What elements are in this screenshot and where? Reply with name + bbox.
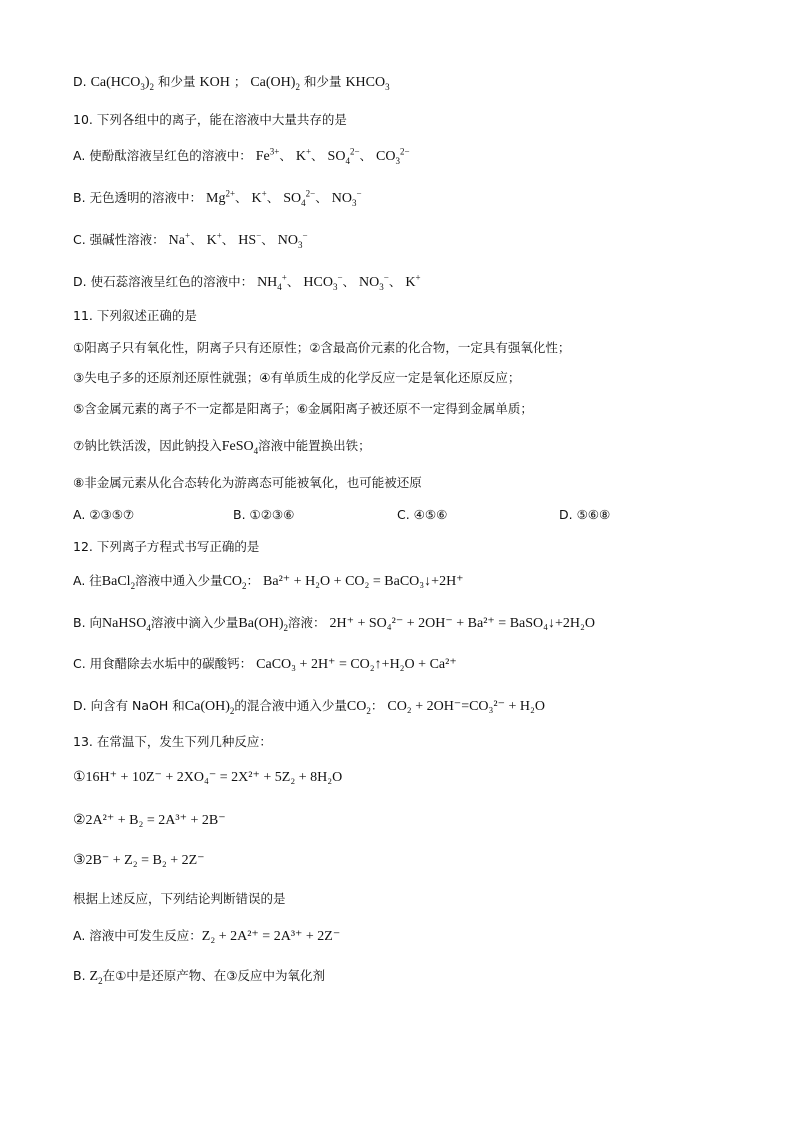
q11-statement-5: ⑧非金属元素从化合态转化为游离态可能被氧化，也可能被还原	[73, 475, 422, 490]
formula: $Ca(OH)_2$	[250, 75, 300, 92]
option-label: D.	[73, 74, 91, 89]
q11-statement-4: ⑦钠比铁活泼，因此钠投入FeSO$_4$溶液中能置换出铁；	[73, 438, 371, 456]
equation: Z₂ + 2A²⁺ = 2A³⁺ + 2Z⁻	[201, 929, 341, 944]
q12-option-a: A. 往BaCl$_2$溶液中通入少量$CO_2$： Ba²⁺ + H₂O + CO₂ = BaCO₃↓+2H⁺	[73, 573, 464, 591]
q13-reaction-3: ③2B⁻ + Z₂ = B₂ + 2Z⁻	[73, 853, 205, 868]
q13-reaction-2: ②2A²⁺ + B₂ = 2A³⁺ + 2B⁻	[73, 813, 226, 828]
formula: $Ca(HCO_3)_2$	[90, 75, 155, 92]
q13-reaction-1: ①16H⁺ + 10Z⁻ + 2XO₄⁻ = 2X²⁺ + 5Z₂ + 8H₂O	[73, 770, 343, 785]
text: 和少量	[303, 74, 342, 89]
equation: CaCO₃ + 2H⁺ = CO₂↑+H₂O + Ca²⁺	[256, 657, 457, 672]
formula: KOH	[199, 75, 230, 90]
q11-statement-3: ⑤含金属元素的离子不一定都是阳离子；⑥金属阳离子被还原不一定得到金属单质；	[73, 401, 533, 416]
q10-option-b: B. 无色透明的溶液中： $Mg^{2+}$、 K+、 $SO_4^{2-}$、 $NO_3^-$	[73, 188, 362, 208]
equation: CO₂ + 2OH⁻=CO₃²⁻ + H₂O	[387, 699, 546, 714]
q12-stem: 12. 下列离子方程式书写正确的是	[73, 539, 260, 554]
q10-option-a: A. 使酚酞溶液呈红色的溶液中： $Fe^{3+}$、 K+、 $SO_4^{2-}$、 $CO_3^{2-}$	[73, 146, 410, 166]
q11-choice-c: C. ④⑤⑥	[397, 507, 448, 522]
q10-stem: 10. 下列各组中的离子，能在溶液中大量共存的是	[73, 112, 347, 127]
q10-option-d: D. 使石蕊溶液呈红色的溶液中： $NH_4^+$、 $HCO_3^-$、 $NO_3^-$、 K+	[73, 272, 421, 292]
equation: Ba²⁺ + H₂O + CO₂ = BaCO₃↓+2H⁺	[263, 574, 464, 589]
q13-option-a: A. 溶液中可发生反应：Z₂ + 2A²⁺ = 2A³⁺ + 2Z⁻	[73, 928, 341, 944]
q11-statement-1: ①阳离子只有氧化性，阴离子只有还原性；②含最高价元素的化合物，一定具有强氧化性；	[73, 340, 571, 355]
text: ；	[233, 74, 247, 89]
q11-choice-a: A. ②③⑤⑦	[73, 507, 135, 522]
equation: 2H⁺ + SO₄²⁻ + 2OH⁻ + Ba²⁺ = BaSO₄↓+2H₂O	[329, 616, 596, 631]
q12-option-d: D. 向含有 NaOH 和$Ca(OH)_2$的混合液中通入少量$CO_2$： CO₂ + 2OH⁻=CO₃²⁻ + H₂O	[73, 698, 546, 716]
q13-question: 根据上述反应，下列结论判断错误的是	[73, 891, 286, 906]
q13-stem: 13. 在常温下，发生下列几种反应：	[73, 734, 272, 749]
q12-option-b: B. 向NaHSO$_4$溶液中滴入少量$Ba(OH)_2$溶液： 2H⁺ + SO₄²⁻ + 2OH⁻ + Ba²⁺ = BaSO₄↓+2H₂O	[73, 615, 596, 633]
q13-option-b: B. $Z_2$在①中是还原产物、在③反应中为氧化剂	[73, 968, 326, 986]
q9-option-d	[73, 72, 390, 93]
text: 和少量	[158, 74, 196, 89]
q11-choice-d: D. ⑤⑥⑧	[559, 507, 611, 522]
q12-option-c: C. 用食醋除去水垢中的碳酸钙： CaCO₃ + 2H⁺ = CO₂↑+H₂O + Ca²⁺	[73, 656, 457, 672]
q11-choice-b: B. ①②③⑥	[233, 507, 295, 522]
q11-statement-2: ③失电子多的还原剂还原性就强；④有单质生成的化学反应一定是氧化还原反应；	[73, 370, 521, 385]
formula: $KHCO_3$	[345, 75, 390, 92]
q11-stem: 11. 下列叙述正确的是	[73, 308, 197, 323]
q10-option-c: C. 强碱性溶液： Na+、 K+、 HS−、 $NO_3^-$	[73, 230, 308, 250]
